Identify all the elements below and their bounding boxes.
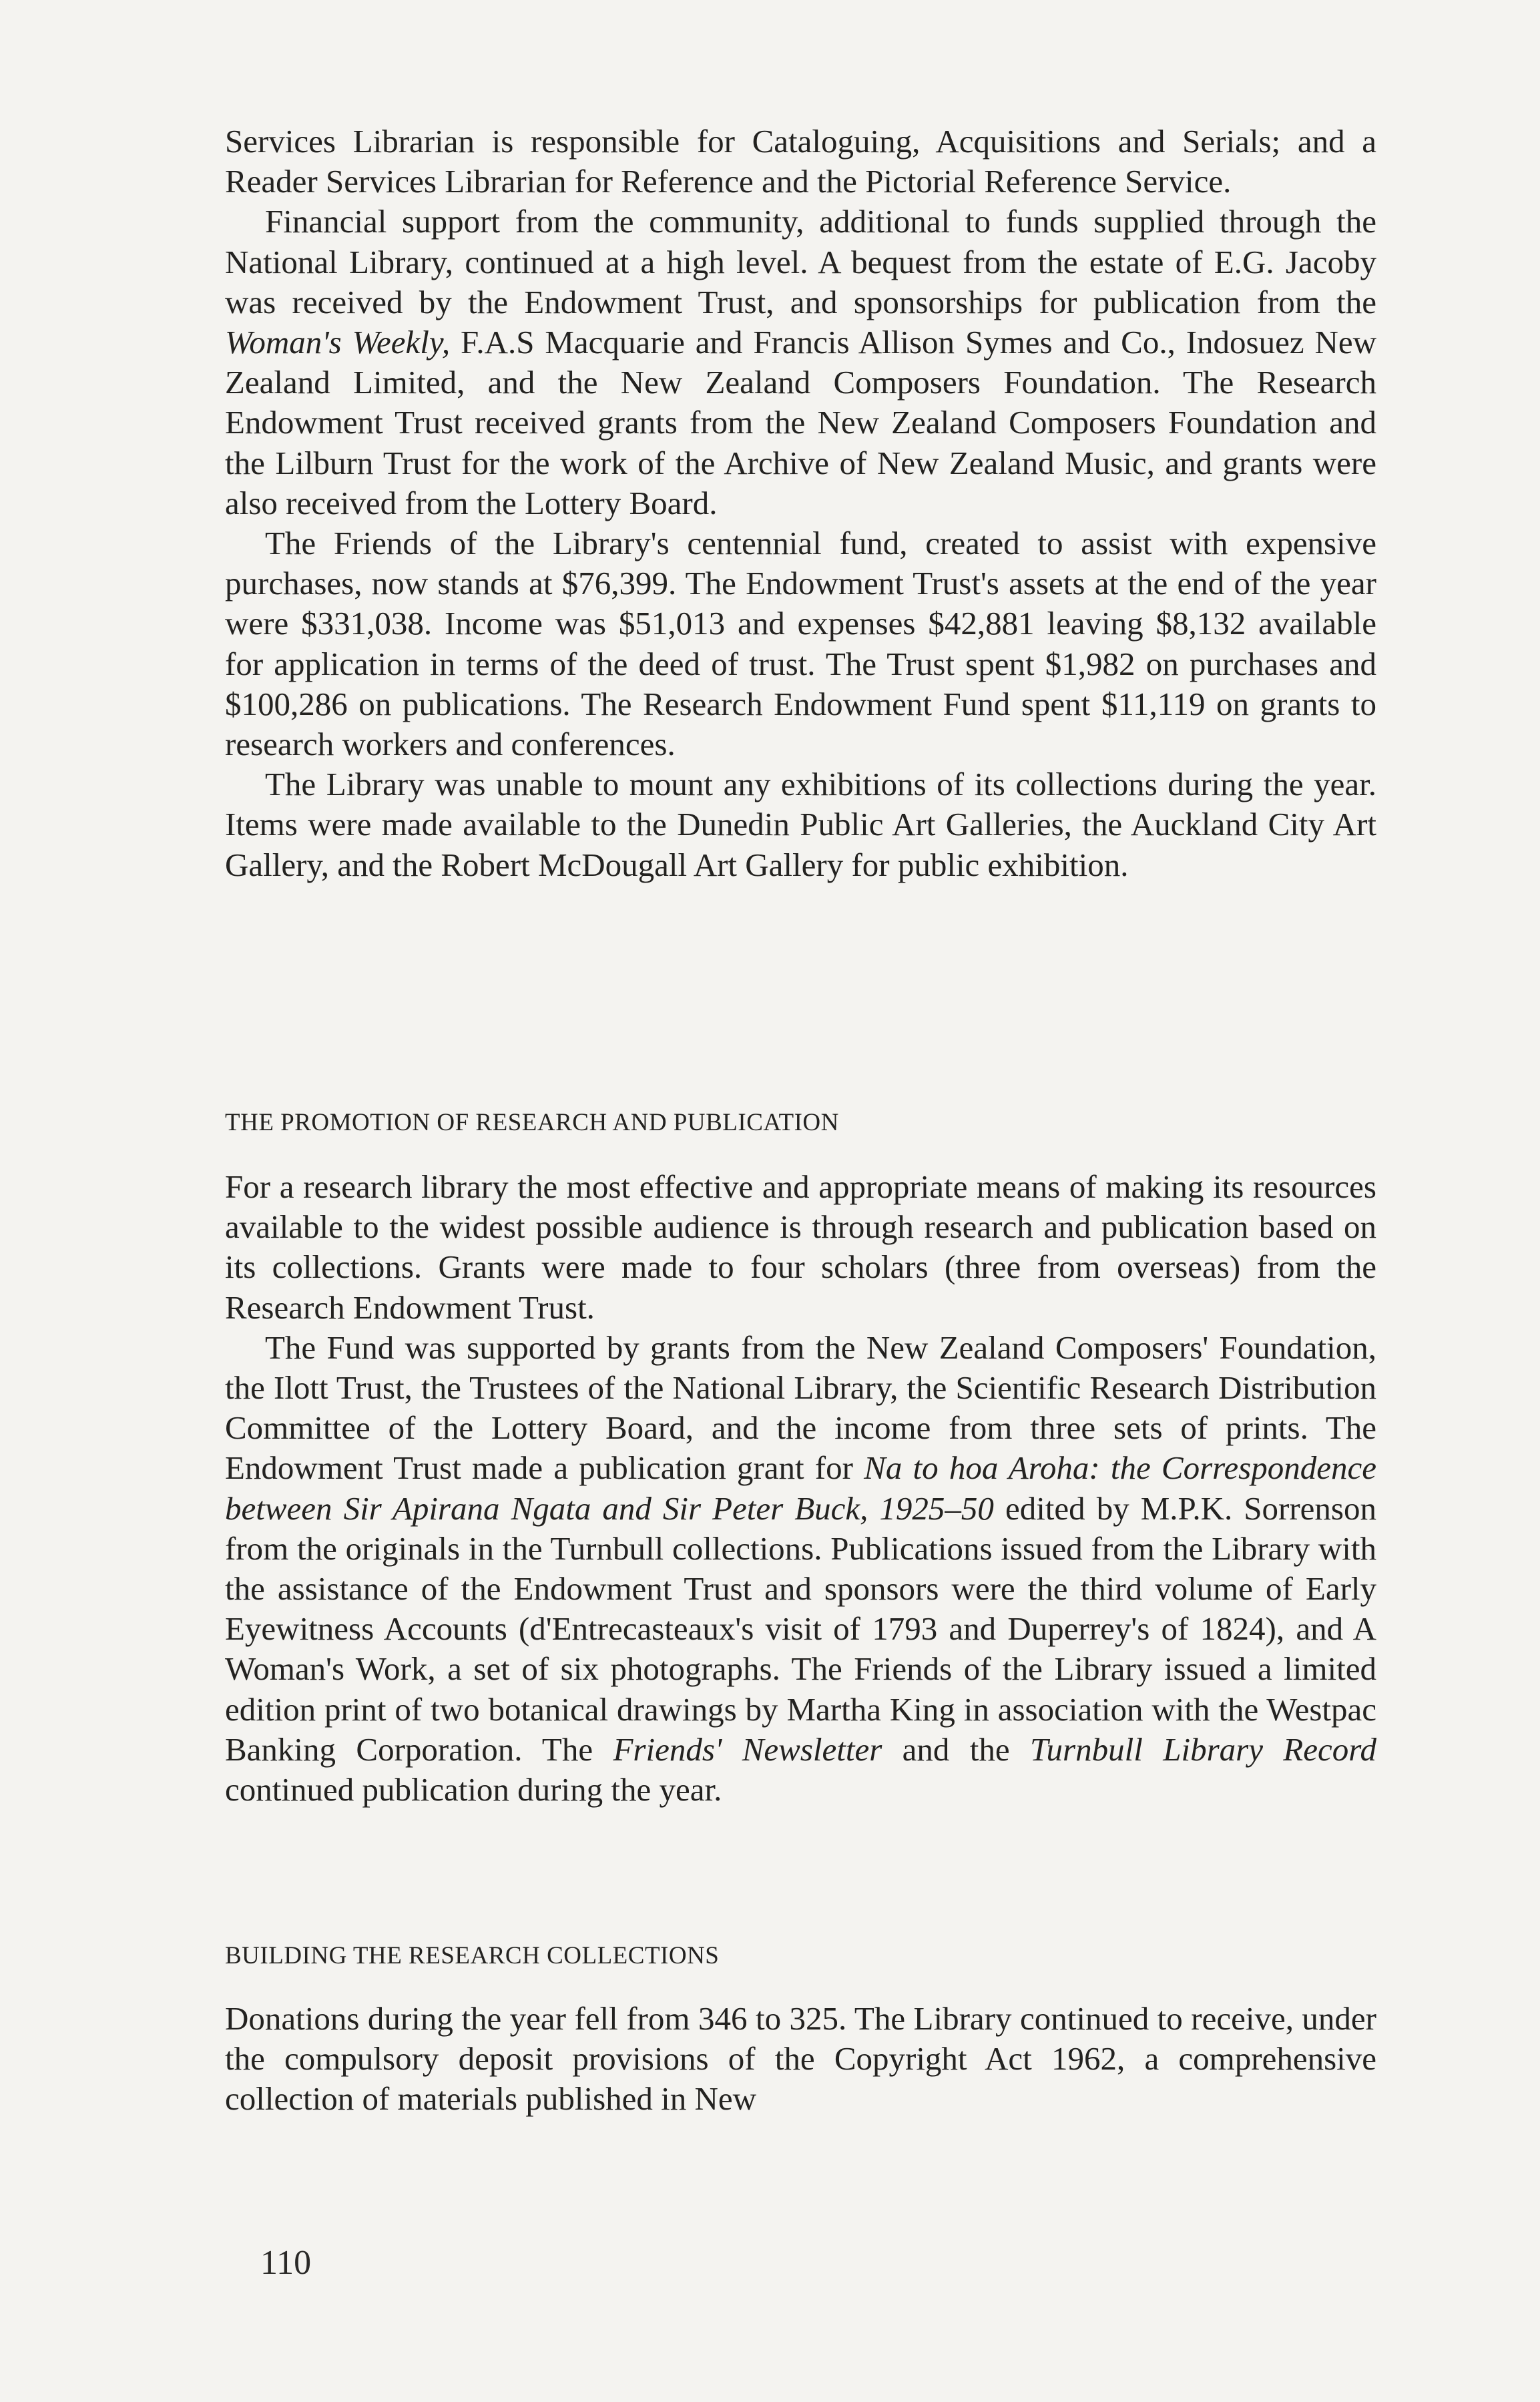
text-segment: F.A.S Macquarie and Francis Allison Symes and Co., Indosuez New Zealand Limited, and the New Zealand Composers Foundation. The Research Endowment Trust received grants from the New Zealand Composers Foundation and the Lilburn Trust for the work of the Archive of New Zealand Music, and grants were also received from the Lottery Board. [225,324,1376,521]
page-number: 110 [260,2244,312,2282]
paragraphs-top [225,122,1376,885]
paragraph-p7 [225,1999,1376,2120]
text-segment: continued publication during the year. [225,1771,722,1809]
paragraph-p1 [225,122,1376,202]
text-segment: Financial support from the community, additional to funds supplied through the National Library, continued at a high level. A bequest from the estate of E.G. Jacoby was received by the Endowment Trust, and sponsorships for publication from the [225,203,1376,320]
page-body [225,122,1376,2325]
text-segment: Donations during the year fell from 346 to 325. The Library continued to receive, under the compulsory deposit provisions of the Copyright Act 1962, a comprehensive collection of materials published in New [225,2000,1376,2118]
section-heading-promotion: THE PROMOTION OF RESEARCH AND PUBLICATION [225,1109,839,1136]
paragraph-p4 [225,764,1376,885]
paragraphs-middle [225,1167,1376,1810]
section-heading-building: BUILDING THE RESEARCH COLLECTIONS [225,1942,720,1969]
paragraph-p5 [225,1167,1376,1328]
paragraph-p6 [225,1328,1376,1810]
text-segment: The Friends of the Library's centennial fund, created to assist with expensive purchases, now stands at $76,399. The Endowment Trust's assets at the end of the year were $331,038. Income was $51,013 and expenses $42,881 leaving $8,132 available for application in terms of the deed of trust. The Trust spent $1,982 on purchases and $100,286 on publications. The Research Endowment Fund spent $11,119 on grants to research workers and conferences. [225,525,1376,763]
paragraph-p2 [225,202,1376,523]
text-segment: The Fund was supported by grants from the New Zealand Composers' Foundation, the Ilott Trust, the Trustees of the National Library, the Scientific Research Distribution Committee of the Lottery Board, and the income from three sets of prints. The Endowment Trust made a publication grant for [225,1329,1376,1487]
text-segment: For a research library the most effective and appropriate means of making its resources available to the widest possible audience is through research and publication based on its collections. Grants were made to four scholars (three from overseas) from the Research Endowment Trust. [225,1168,1376,1326]
text-segment: edited by M.P.K. Sorrenson from the originals in the Turnbull collections. Publications issued from the Library with the assistance of the Endowment Trust and sponsors were the third volume of Early Eyewitness Accounts (d'Entrecasteaux's visit of 1793 and Duperrey's of 1824), and A Woman's Work, a set of six photographs. The Friends of the Library issued a limited edition print of two botanical drawings by Martha King in association with the Westpac Banking Corporation. The [225,1489,1376,1768]
text-segment: Services Librarian is responsible for Cataloguing, Acquisitions and Serials; and a Reader Services Librarian for Reference and the Pictorial Reference Service. [225,123,1376,200]
text-segment: The Library was unable to mount any exhibitions of its collections during the year. Items were made available to the Dunedin Public Art Galleries, the Auckland City Art Gallery, and the Robert McDougall Art Gallery for public exhibition. [225,766,1376,883]
paragraph-p3 [225,523,1376,764]
text-segment: and the [882,1730,1030,1768]
italic-title: Turnbull Library Record [1030,1730,1376,1768]
italic-title: Friends' Newsletter [613,1730,882,1768]
italic-title: Na to hoa Aroha: the Correspondence between Sir Apirana Ngata and Sir Peter Buck, 1925–50 [225,1449,1376,1527]
paragraphs-bottom [225,1999,1376,2120]
italic-title: Woman's Weekly, [225,324,451,361]
